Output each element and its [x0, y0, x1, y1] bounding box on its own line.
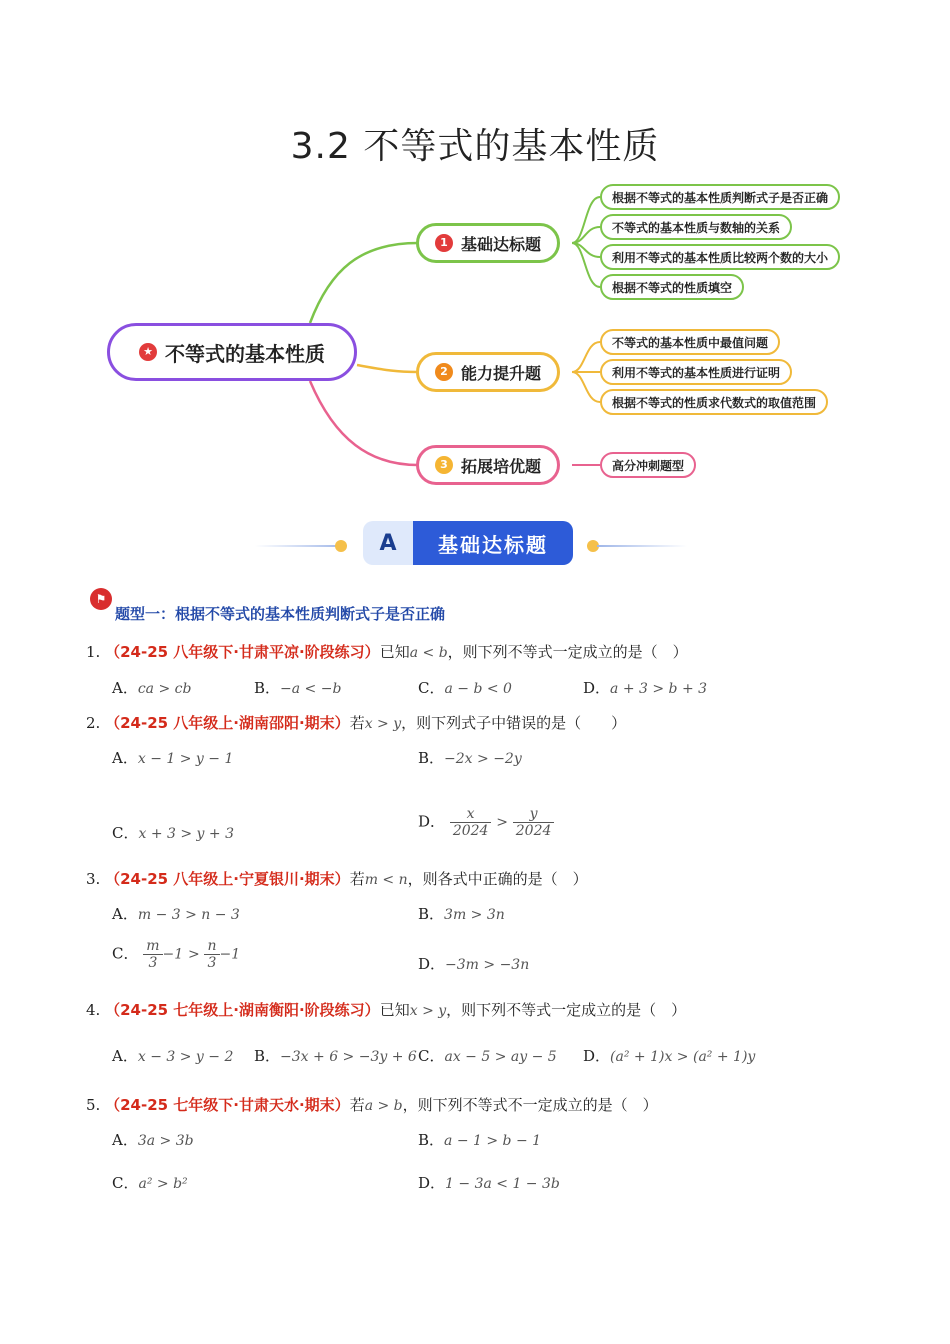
option-letter: B． — [418, 905, 445, 923]
numerator: x — [450, 806, 492, 823]
question-number: 5. — [86, 1096, 101, 1114]
option-letter: D． — [418, 955, 446, 973]
dot-icon — [335, 540, 347, 552]
fraction — [204, 938, 219, 971]
option[interactable] — [418, 747, 522, 768]
section-title: 题型一：根据不等式的基本性质判断式子是否正确 — [115, 605, 446, 623]
option-letter: D． — [583, 679, 611, 697]
option-expr: ca > cb — [137, 681, 192, 697]
option[interactable] — [418, 1172, 560, 1193]
option-expr: −3m > −3n — [445, 957, 530, 973]
option[interactable] — [254, 1045, 417, 1066]
leaf-topic: 不等式的基本性质与数轴的关系 — [600, 214, 792, 240]
option[interactable] — [112, 1172, 188, 1193]
option-letter: B． — [418, 1131, 445, 1149]
question-2 — [86, 712, 626, 733]
option-expr: a² > b² — [138, 1176, 188, 1192]
option[interactable] — [583, 1045, 755, 1066]
numerator: n — [204, 938, 219, 955]
question-text: ，则下列不等式一定成立的是（ ） — [447, 643, 688, 661]
option-letter: D． — [418, 1174, 446, 1192]
option-expr: 3a > 3b — [137, 1133, 194, 1149]
leaf-topic: 高分冲刺题型 — [600, 452, 696, 478]
option[interactable] — [112, 1045, 233, 1066]
option-expr: x − 1 > y − 1 — [137, 751, 234, 767]
number-badge-icon: 2 — [435, 363, 453, 381]
condition: m < n — [364, 872, 408, 888]
question-source: （24-25 七年级下·甘肃天水·期末） — [105, 1096, 350, 1114]
condition: x > y — [364, 716, 402, 732]
question-3 — [86, 868, 588, 889]
option[interactable] — [418, 1129, 541, 1150]
option-letter: A． — [112, 1131, 138, 1149]
option-expr: (a² + 1)x > (a² + 1)y — [610, 1049, 756, 1065]
branch-label: 基础达标题 — [461, 234, 542, 254]
page-title: 3.2 不等式的基本性质 — [290, 126, 660, 167]
condition: a < b — [409, 645, 448, 661]
question-source: （24-25 八年级下·甘肃平凉·阶段练习） — [105, 643, 380, 661]
question-number: 2. — [86, 714, 101, 732]
option-letter: B． — [418, 749, 445, 767]
option-expr: ax − 5 > ay − 5 — [444, 1049, 557, 1065]
flag-icon: ⚑ — [90, 588, 112, 610]
divider — [255, 545, 345, 547]
option[interactable] — [418, 806, 554, 839]
option[interactable] — [418, 677, 512, 698]
term: −1 — [162, 946, 184, 963]
operator: > — [496, 814, 508, 831]
option[interactable] — [112, 822, 234, 843]
option-expr: a + 3 > b + 3 — [610, 681, 708, 697]
question-text: ，则各式中正确的是（ ） — [407, 870, 588, 888]
option-letter: C． — [112, 1174, 139, 1192]
option[interactable] — [583, 677, 707, 698]
operator: > — [187, 946, 200, 963]
branch-label: 拓展培优题 — [461, 456, 542, 476]
option-expr: a − b < 0 — [444, 681, 512, 697]
question-text: ，则下列式子中错误的是（ ） — [401, 714, 627, 732]
numerator: m — [143, 938, 162, 955]
banner-letter: A — [363, 521, 413, 565]
option-expr: 1 − 3a < 1 − 3b — [445, 1176, 560, 1192]
option[interactable] — [418, 953, 529, 974]
option-expr: −2x > −2y — [444, 751, 522, 767]
question-number: 4. — [86, 1001, 101, 1019]
question-source: （24-25 八年级上·宁夏银川·期末） — [105, 870, 350, 888]
star-icon: ★ — [139, 343, 157, 361]
question-source: （24-25 七年级上·湖南衡阳·阶段练习） — [105, 1001, 380, 1019]
option-letter: B． — [254, 679, 281, 697]
option[interactable] — [112, 903, 240, 924]
denominator: 3 — [148, 955, 158, 971]
option[interactable] — [112, 677, 191, 698]
question-text: 已知 — [379, 1001, 410, 1019]
question-text: 已知 — [379, 643, 410, 661]
leaf-topic: 利用不等式的基本性质进行证明 — [600, 359, 792, 385]
option[interactable] — [254, 677, 341, 698]
leaf-topic: 利用不等式的基本性质比较两个数的大小 — [600, 244, 840, 270]
option-expr: −a < −b — [280, 681, 342, 697]
option-expr: 3m > 3n — [444, 907, 505, 923]
question-4 — [86, 999, 686, 1020]
option-letter: A． — [112, 1047, 138, 1065]
denominator: 3 — [207, 955, 217, 971]
numerator: y — [513, 806, 555, 823]
condition: x > y — [409, 1003, 447, 1019]
denominator: 2024 — [452, 823, 489, 839]
option-letter: C． — [112, 824, 139, 842]
divider — [597, 545, 687, 547]
mind-map-root — [107, 323, 357, 381]
option[interactable] — [418, 903, 505, 924]
option-expr: x + 3 > y + 3 — [138, 826, 234, 842]
leaf-topic: 根据不等式的性质求代数式的取值范围 — [600, 389, 828, 415]
fraction — [513, 806, 555, 839]
option-expr: m − 3 > n − 3 — [137, 907, 240, 923]
question-5 — [86, 1094, 658, 1115]
option-letter: D． — [418, 812, 446, 831]
option-letter: A． — [112, 749, 138, 767]
condition: a > b — [364, 1098, 403, 1114]
leaf-topic: 根据不等式的性质填空 — [600, 274, 744, 300]
branch-advanced — [416, 352, 560, 392]
option-letter: B． — [254, 1047, 281, 1065]
question-text: 若 — [349, 870, 365, 888]
branch-basic — [416, 223, 560, 263]
leaf-topic: 根据不等式的基本性质判断式子是否正确 — [600, 184, 840, 210]
option[interactable] — [112, 938, 240, 971]
question-number: 1. — [86, 643, 101, 661]
option-letter: A． — [112, 905, 138, 923]
question-text: 若 — [349, 1096, 365, 1114]
section-banner — [363, 521, 573, 565]
option-expr: a − 1 > b − 1 — [444, 1133, 542, 1149]
option-letter: C． — [418, 1047, 445, 1065]
denominator: 2024 — [515, 823, 552, 839]
number-badge-icon: 3 — [435, 456, 453, 474]
option[interactable] — [112, 747, 233, 768]
root-label: 不等式的基本性质 — [165, 341, 325, 366]
option-letter: C． — [418, 679, 445, 697]
option-expr: x − 3 > y − 2 — [137, 1049, 234, 1065]
option[interactable] — [418, 1045, 557, 1066]
branch-label: 能力提升题 — [461, 363, 542, 383]
option[interactable] — [112, 1129, 194, 1150]
number-badge-icon: 1 — [435, 234, 453, 252]
option-letter: D． — [583, 1047, 611, 1065]
question-text: 若 — [349, 714, 365, 732]
question-text: ，则下列不等式一定成立的是（ ） — [446, 1001, 687, 1019]
option-expr: −3x + 6 > −3y + 6 — [280, 1049, 417, 1065]
fraction — [450, 806, 492, 839]
question-1 — [86, 641, 688, 662]
branch-extension — [416, 445, 560, 485]
option-letter: A． — [112, 679, 138, 697]
banner-text: 基础达标题 — [413, 521, 573, 565]
fraction — [143, 938, 162, 971]
question-source: （24-25 八年级上·湖南邵阳·期末） — [105, 714, 350, 732]
option-letter: C． — [112, 944, 139, 963]
leaf-topic: 不等式的基本性质中最值问题 — [600, 329, 780, 355]
term: −1 — [219, 946, 241, 963]
question-text: ，则下列不等式不一定成立的是（ ） — [402, 1096, 658, 1114]
question-number: 3. — [86, 870, 101, 888]
